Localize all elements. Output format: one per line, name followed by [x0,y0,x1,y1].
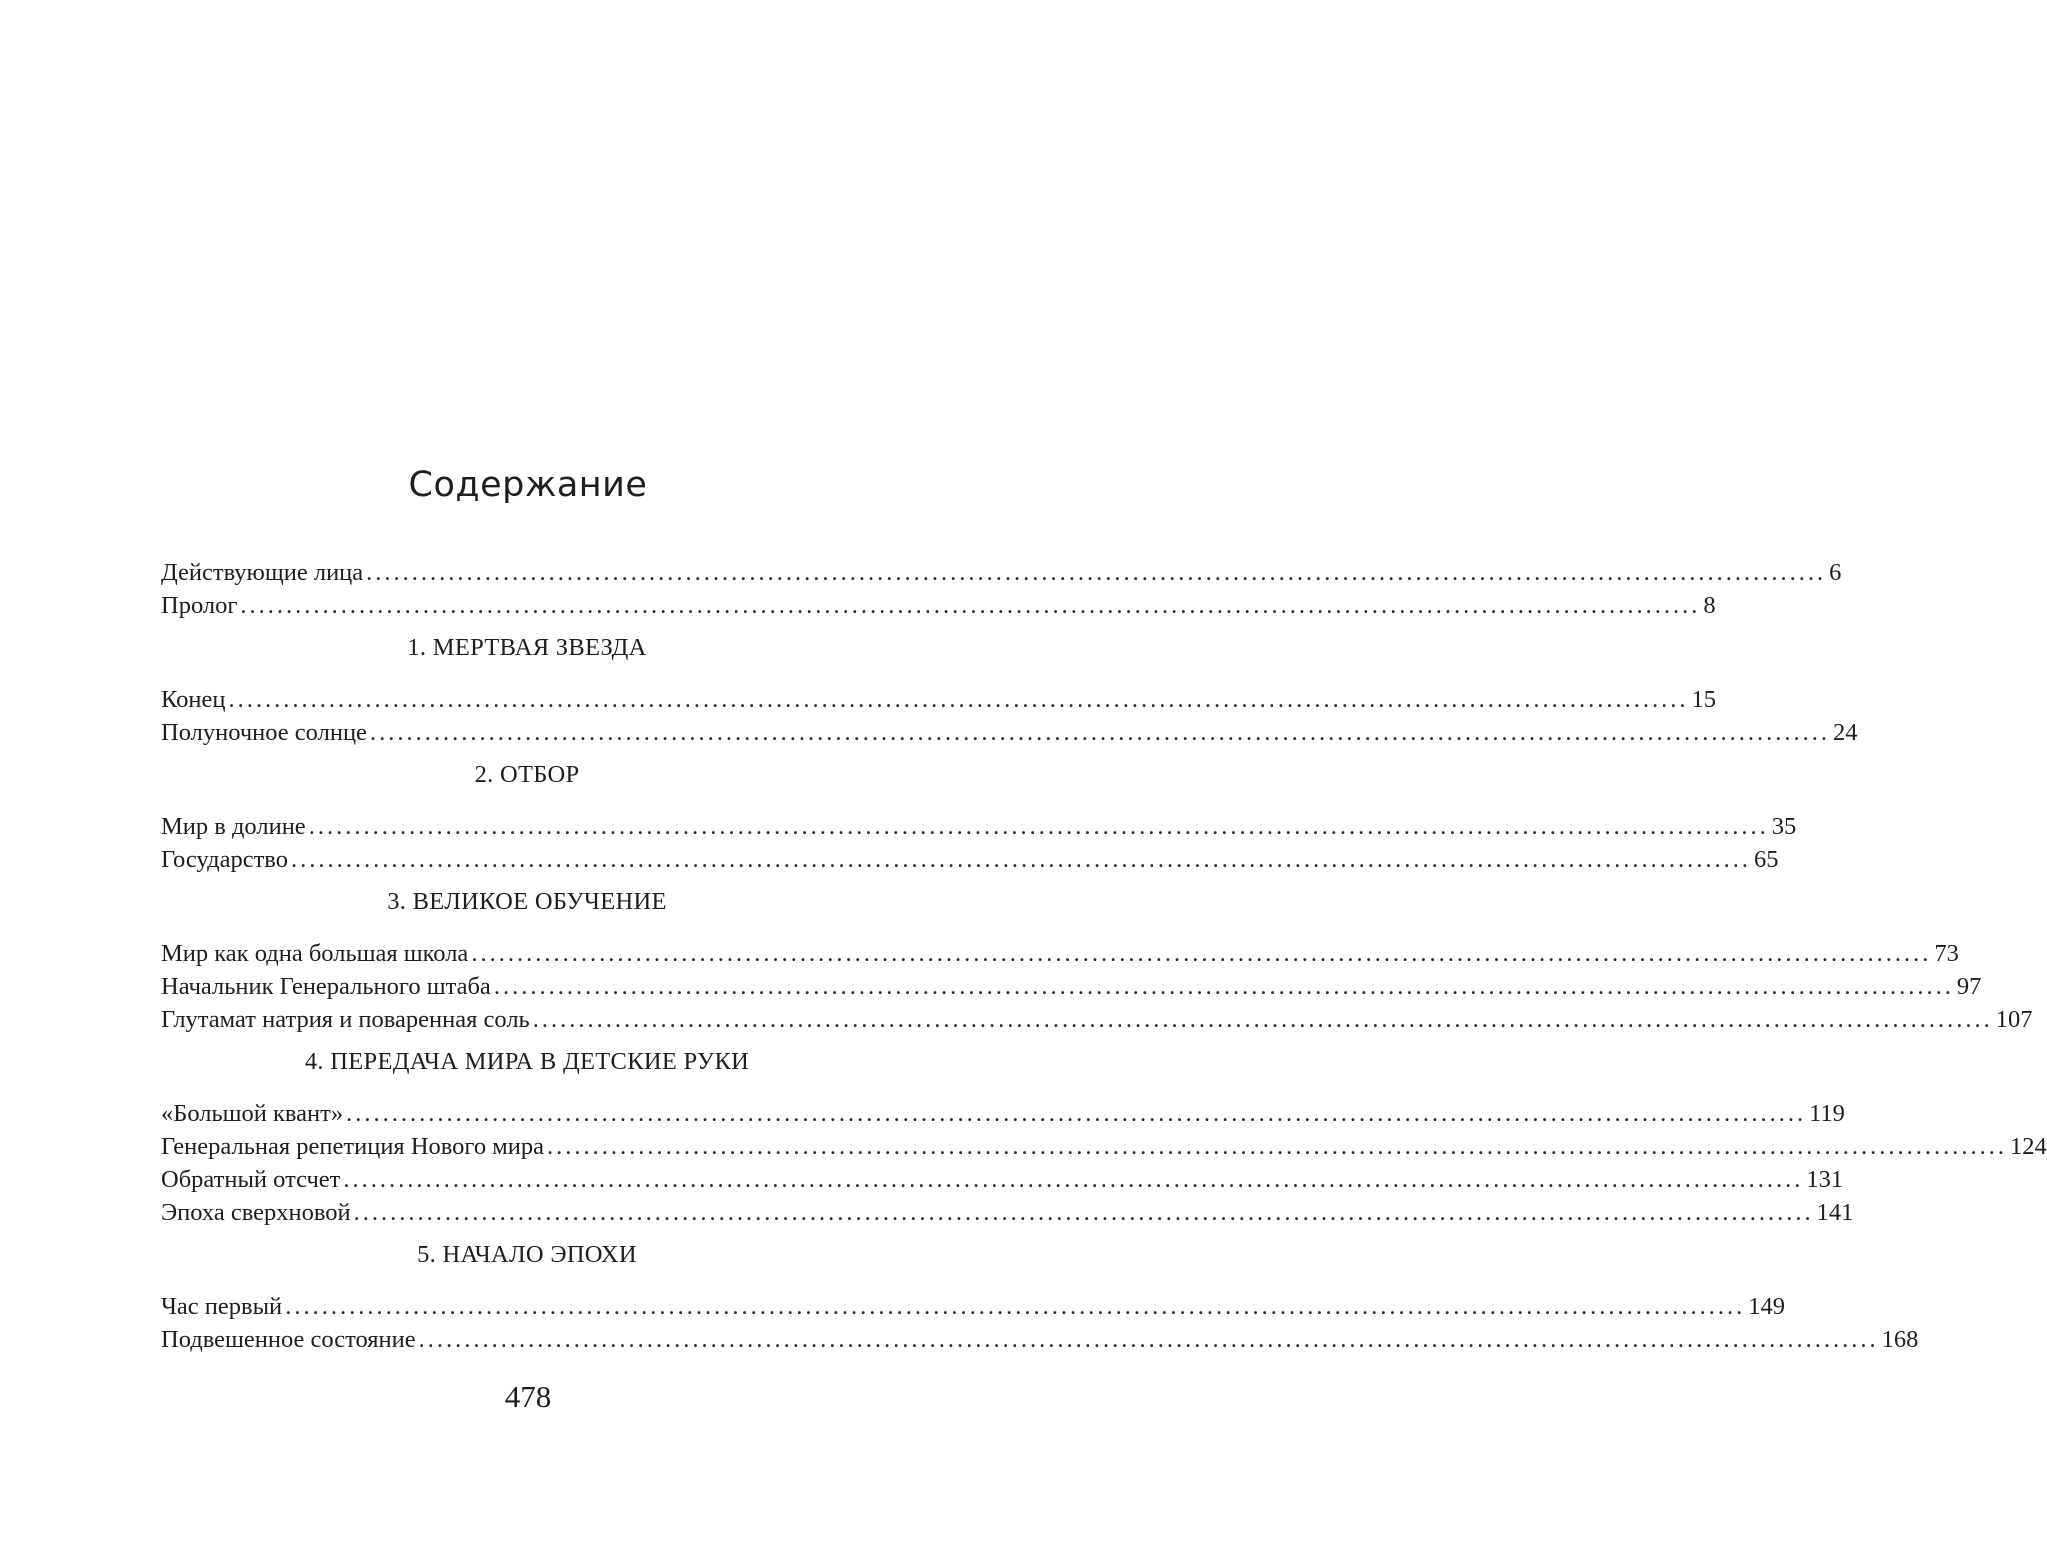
toc-entry-title: Конец [161,686,226,713]
toc-entry-page: 65 [1753,846,1779,873]
leader-dots: ................................................................................................................................................................ [353,1199,1814,1226]
leader-dots: ................................................................................................................................................................ [532,1006,1993,1033]
page-number: 478 [504,1379,552,1414]
toc-entry-page: 97 [1956,973,1982,1000]
toc-entry-page: 124 [2009,1133,2047,1160]
toc-entry-title: Полуночное солнце [161,719,367,746]
leader-dots: ................................................................................................................................................................ [493,973,1954,1000]
section-heading: 2. ОТБОР [474,761,580,788]
toc-entry [161,683,1716,716]
toc-entry-title: Эпоха сверхновой [161,1199,351,1226]
toc-entry [161,810,1797,843]
toc-entry-title: Подвешенное состояние [161,1326,416,1353]
section-heading: 3. ВЕЛИКОЕ ОБУЧЕНИЕ [387,888,667,915]
leader-dots: ................................................................................................................................................................ [343,1166,1804,1193]
toc-entry-page: 8 [1703,592,1716,619]
toc-entry-title: Пролог [161,592,238,619]
section-heading: 5. НАЧАЛО ЭПОХИ [417,1241,637,1268]
toc-entry [161,589,1716,622]
leader-dots: ................................................................................................................................................................ [471,940,1932,967]
toc-entry [161,1003,2033,1036]
toc-entry [161,1163,1844,1196]
leader-dots: ................................................................................................................................................................ [369,719,1830,746]
toc-entry [161,970,1982,1003]
leader-dots: ................................................................................................................................................................ [346,1100,1807,1127]
toc-entry [161,1196,1854,1229]
toc-entry [161,1290,1785,1323]
table-of-contents [161,556,2047,1356]
toc-entry-page: 141 [1816,1199,1854,1226]
toc-entry-page: 119 [1809,1100,1845,1127]
toc-entry [161,937,1959,970]
toc-entry [161,556,1842,589]
toc-entry-page: 24 [1832,719,1858,746]
leader-dots: ................................................................................................................................................................ [290,846,1751,873]
toc-entry-title: Генеральная репетиция Нового мира [161,1133,544,1160]
toc-entry-page: 6 [1829,559,1842,586]
toc-entry-page: 35 [1771,813,1797,840]
toc-entry-title: Глутамат натрия и поваренная соль [161,1006,530,1033]
toc-entry-page: 107 [1995,1006,2033,1033]
toc-entry-page: 149 [1748,1293,1785,1320]
section-heading: 4. ПЕРЕДАЧА МИРА В ДЕТСКИЕ РУКИ [304,1048,750,1075]
leader-dots: ................................................................................................................................................................ [366,559,1827,586]
leader-dots: ................................................................................................................................................................ [228,686,1689,713]
toc-entry-title: Действующие лица [161,559,364,586]
leader-dots: ................................................................................................................................................................ [546,1133,2007,1160]
toc-entry-title: Мир как одна большая школа [161,940,469,967]
leader-dots: ................................................................................................................................................................ [418,1326,1879,1353]
toc-entry-title: Государство [161,846,288,873]
page-title: Содержание [408,465,648,505]
section-heading: 1. МЕРТВАЯ ЗВЕЗДА [407,634,647,661]
toc-entry [161,843,1779,876]
toc-entry-page: 73 [1934,940,1959,967]
toc-entry-title: Час первый [161,1293,283,1320]
toc-entry-title: Обратный отсчет [161,1166,341,1193]
toc-entry-title: Начальник Генерального штаба [161,973,491,1000]
toc-entry [161,1323,1919,1356]
toc-entry [161,1130,2047,1163]
toc-entry-page: 15 [1691,686,1716,713]
leader-dots: ................................................................................................................................................................ [240,592,1701,619]
leader-dots: ................................................................................................................................................................ [308,813,1769,840]
leader-dots: ................................................................................................................................................................ [285,1293,1746,1320]
toc-entry-title: «Большой квант» [161,1100,344,1127]
toc-entry [161,716,1858,749]
toc-entry [161,1097,1845,1130]
toc-entry-page: 168 [1881,1326,1919,1353]
toc-entry-title: Мир в долине [161,813,306,840]
toc-entry-page: 131 [1806,1166,1844,1193]
